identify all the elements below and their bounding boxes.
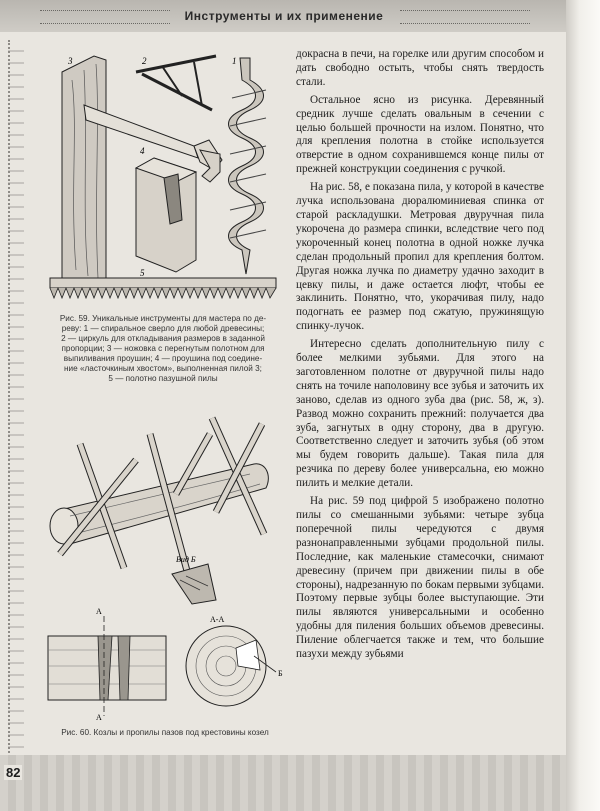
dovetail-block-drawing [136, 158, 196, 272]
header-ornament-left [40, 10, 170, 24]
body-text-column [296, 48, 544, 666]
caption-line: Рис. 59. Уникальные инструменты для мастера по де- [59, 314, 267, 323]
figure-59-caption [40, 314, 286, 384]
paragraph: докрасна в печи, на горелке или другим способом и дать свободно остыть, чтобы снять твердость стали. [296, 48, 544, 88]
caption-line: 5 — полотно пазушной пилы [108, 374, 218, 383]
decorative-footer [0, 755, 568, 811]
label-view-b: Вид Б [176, 555, 196, 564]
label-section-aa: А-А [210, 615, 225, 624]
figure-59-tools [44, 50, 284, 308]
fig59-label-4: 4 [140, 146, 145, 156]
fig59-label-3: 3 [68, 56, 73, 66]
saw-blade-drawing [50, 278, 276, 298]
board-drawing [62, 56, 106, 282]
running-header [0, 0, 568, 32]
fig59-label-1: 1 [232, 56, 237, 66]
paragraph: Остальное ясно из рисунка. Деревянный средник лучше сделать овальным в сечении с целью большей прочности на излом. Понятно, что для крепления полотна в стойке используется отверстие в одном сохранившемся конце пилы от прежней конструкции соединения с ручкой. [296, 93, 544, 176]
slot-section-drawing [48, 616, 166, 716]
cross-section-drawing [186, 626, 276, 706]
view-b-drawing [172, 564, 216, 604]
paragraph: Интересно сделать дополнительную пилу с более мелкими зубьями. Для этого на заготовленном полотне от двуручной пилы надо снять на точиле наполовину все зубья и заточить их заново, сделав из одного зуба два (рис. 58, ж, з). Развод можно сохранить прежний: получается два зуба, загнутых в одну сторону, два в другую. Соответственно следует и заточить зубья (об этом мы будем говорить дальше). Такая пила для резчика по дереву более универсальна, ею можно пилить и мелкие детали. [296, 338, 544, 490]
fig59-label-2: 2 [142, 56, 147, 66]
paragraph: На рис. 59 под цифрой 5 изображено полотно пилы со смешанными зубьями: четыре зубца поперечной пилы чередуются с двумя разнонаправленными зубцами продольной пилы. Последние, как маленькие стамесочки, снимают древесину (причем при движении пилы в обе стороны), надрезанную по бокам первыми зубцами. Поэтому первые зубцы более выступающие. Эти пилы являются универсальными и особенно удобны для пиления больших объемов древесины. Пиление облегчается также и тем, что большие пазухи между зубьями [296, 495, 544, 661]
figure-60-sawhorse [40, 404, 290, 724]
page-number: 82 [6, 765, 21, 780]
page-edge-shadow [566, 0, 600, 811]
paragraph: На рис. 58, е показана пила, у которой в качестве лучка использована дюралюминиевая спинка от старой раскладушки. Метровая двуручная пила укорочена до размера спинки, вследствие чего под укороченный конец полотна в одной ножке лучка сделан продольный пропил для крепления болтом. Другая ножка лучка по диаметру удачно заходит в цевку пилы, и даже остается люфт, чтобы ее заклинить. Понятно, что, укорачивая пилу, надо подогнать ее размер под сжатую, пружинящую спинку-лучок. [296, 181, 544, 333]
header-ornament-right [400, 10, 530, 24]
caption-line: ние «ласточкиным хвостом», выполненная пилой 3; [64, 364, 262, 373]
fig59-label-5: 5 [140, 268, 145, 278]
sawhorse-drawing [50, 418, 268, 582]
caption-line: пропорции; 3 — ножовка с перегнутым полотном для [61, 344, 265, 353]
label-a-top: А [96, 607, 102, 616]
caption-line: реву: 1 — спиральное сверло для любой древесины; [61, 324, 265, 333]
spiral-drill-drawing [229, 58, 267, 274]
caption-line: 2 — циркуль для откладывания размеров в заданной [61, 334, 265, 343]
label-b: Б [278, 669, 283, 678]
figure-60-caption [40, 728, 290, 738]
running-header-title: Инструменты и их применение [184, 9, 384, 23]
label-a-bottom: А [96, 713, 102, 722]
compass-drawing [136, 56, 216, 110]
decorative-border [8, 40, 24, 760]
caption-line: Рис. 60. Козлы и пропилы пазов под крестовины козел [61, 728, 269, 737]
caption-line: выпиливания проушин; 4 — проушина под соедине- [63, 354, 263, 363]
